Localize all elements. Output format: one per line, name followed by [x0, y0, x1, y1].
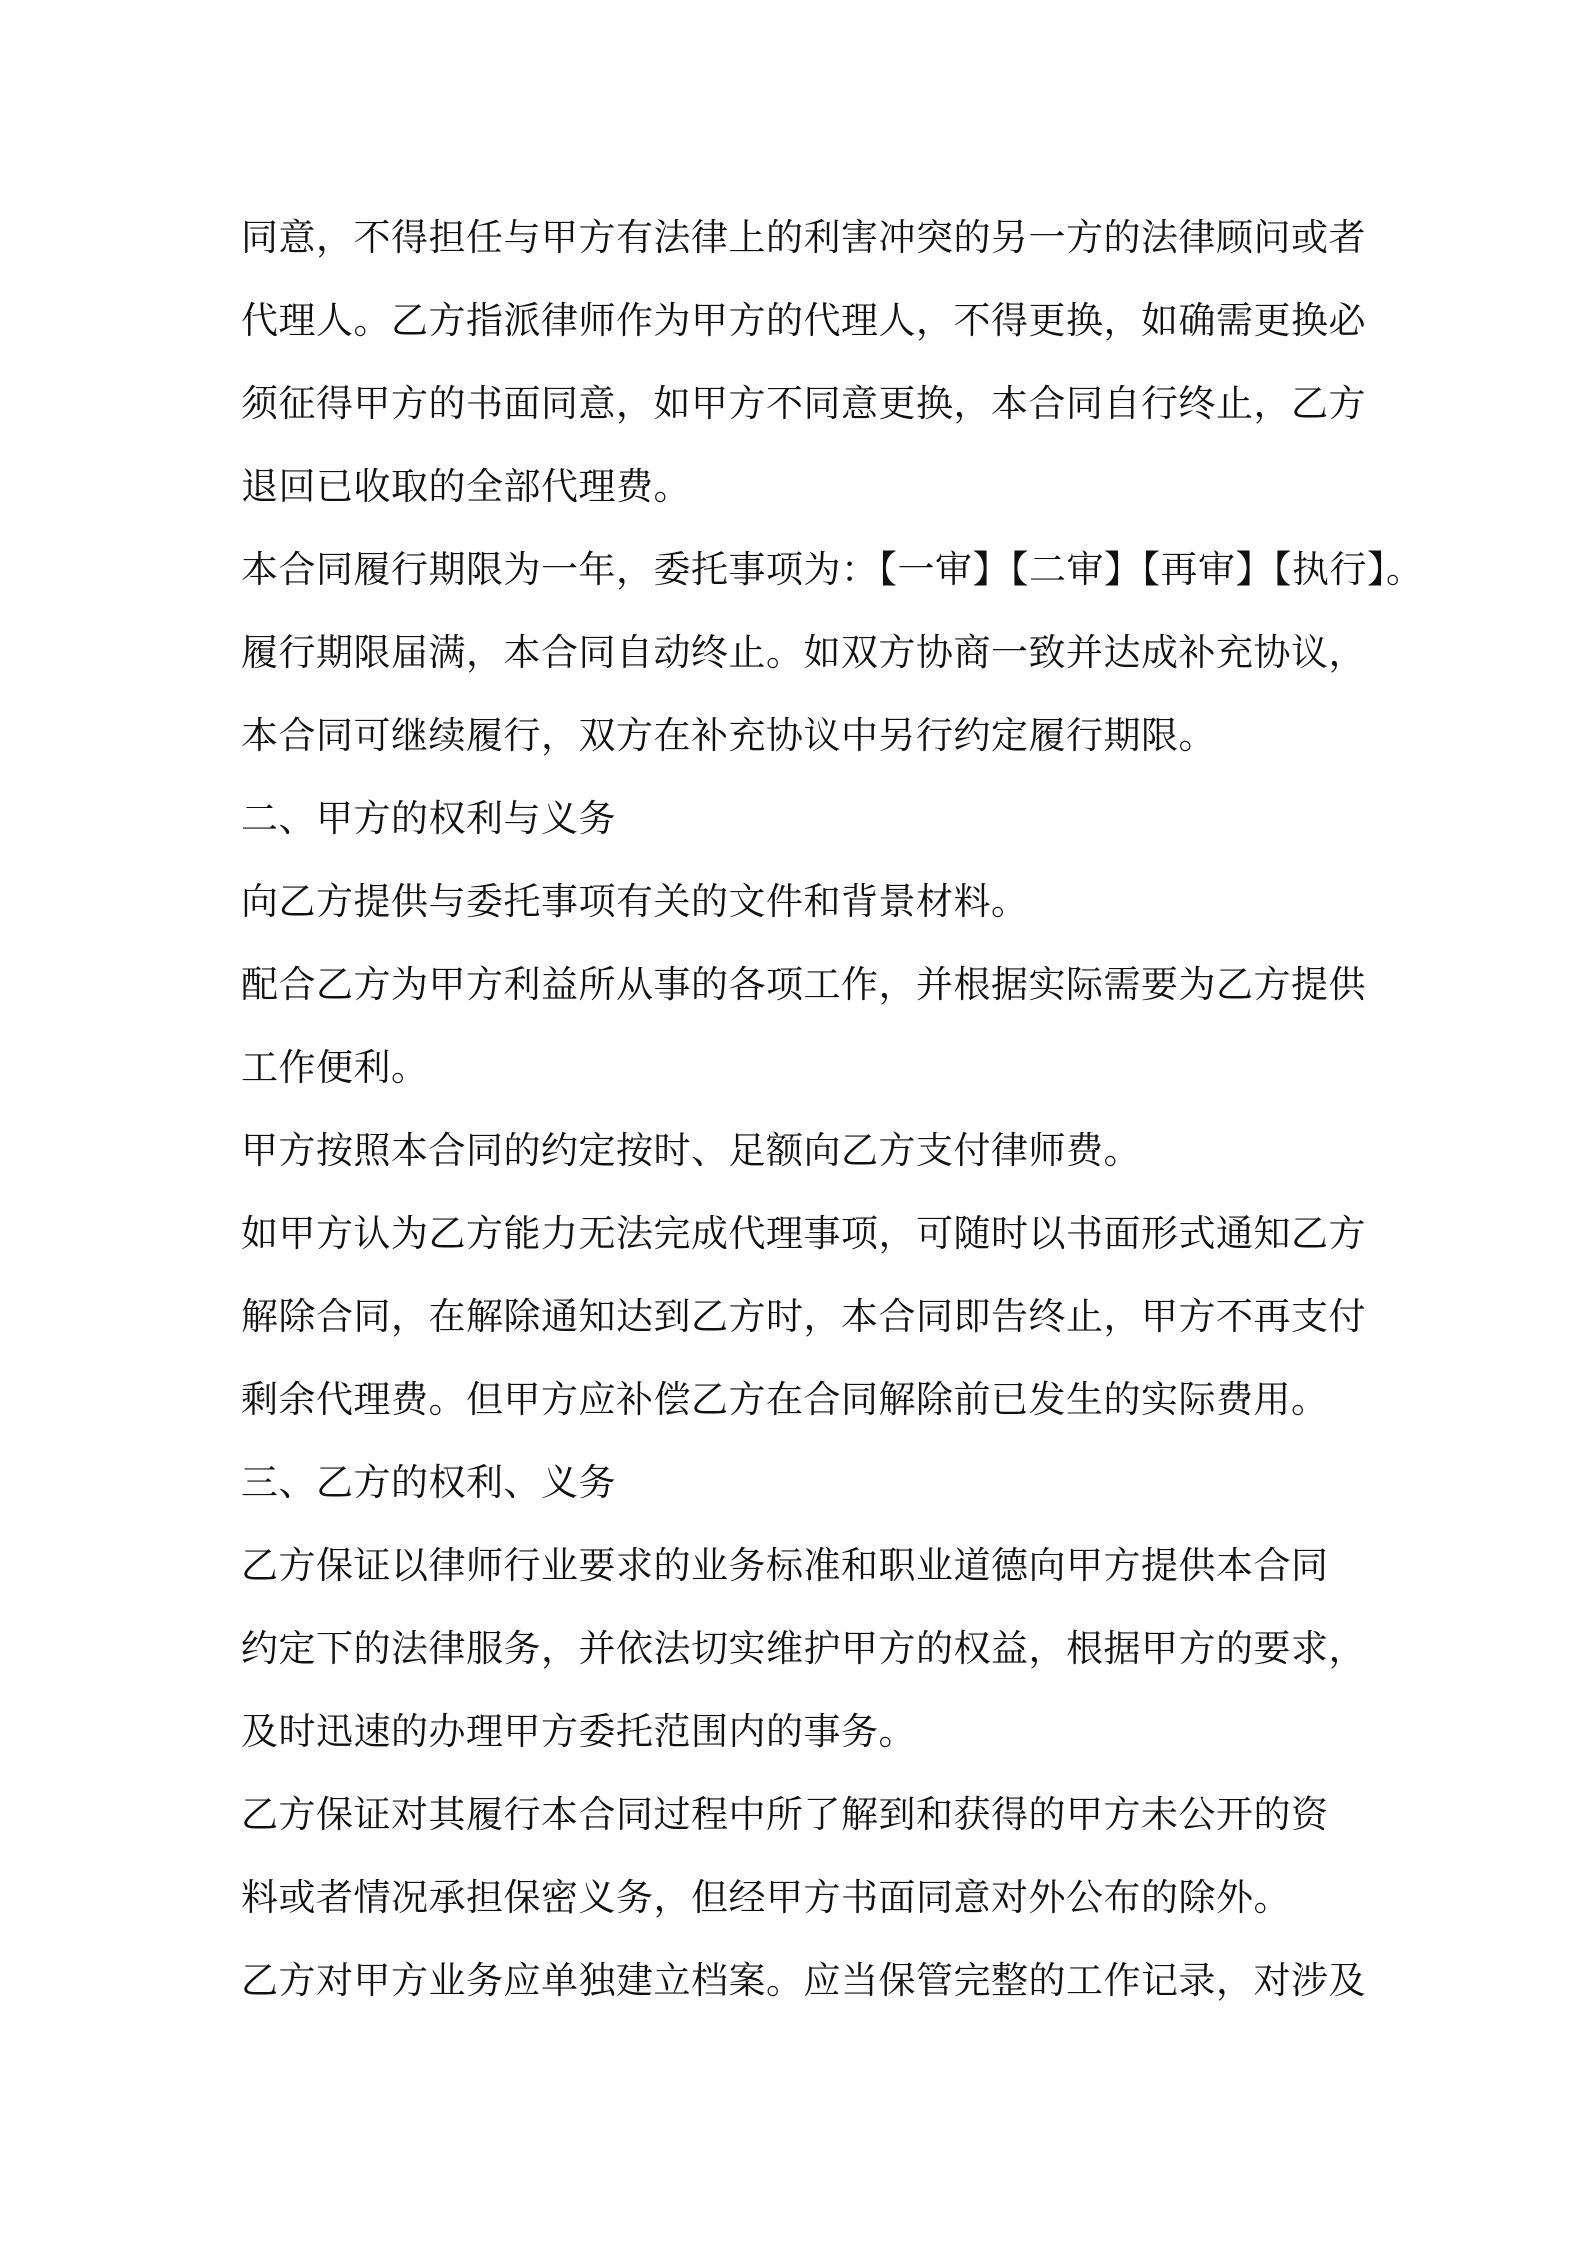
text-line: 本合同履行期限为一年，委托事项为：【一审】【二审】【再审】【执行】。 — [241, 548, 1424, 591]
text-line: 料或者情况承担保密义务，但经甲方书面同意对外公布的除外。 — [241, 1876, 1291, 1919]
text-line: 乙方对甲方业务应单独建立档案。应当保管完整的工作记录，对涉及 — [241, 1959, 1366, 2002]
text-line: 解除合同，在解除通知达到乙方时，本合同即告终止，甲方不再支付 — [241, 1295, 1366, 1338]
text-line: 乙方保证对其履行本合同过程中所了解到和获得的甲方未公开的资 — [241, 1793, 1329, 1836]
text-line: 履行期限届满，本合同自动终止。如双方协商一致并达成补充协议， — [241, 631, 1366, 674]
paragraph-provide-materials — [241, 860, 1361, 943]
paragraph-service-standard — [241, 1524, 1366, 1773]
text-line: 配合乙方为甲方利益所从事的各项工作，并根据实际需要为乙方提供 — [241, 963, 1366, 1006]
paragraph-records — [241, 1939, 1366, 2022]
section-heading: 三、乙方的权利、义务 — [241, 1461, 616, 1504]
paragraph-payment — [241, 1109, 1361, 1192]
section-heading-party-b — [241, 1441, 1361, 1524]
paragraph-confidentiality — [241, 1773, 1361, 1939]
section-heading-party-a — [241, 777, 1361, 860]
text-line: 乙方保证以律师行业要求的业务标准和职业道德向甲方提供本合同 — [241, 1544, 1329, 1587]
text-line: 甲方按照本合同的约定按时、足额向乙方支付律师费。 — [241, 1129, 1141, 1172]
text-line: 退回已收取的全部代理费。 — [241, 465, 691, 508]
paragraph-term — [241, 528, 1424, 777]
paragraph-termination — [241, 1192, 1366, 1441]
text-line: 本合同可继续履行，双方在补充协议中另行约定履行期限。 — [241, 714, 1216, 757]
text-line: 同意，不得担任与甲方有法律上的利害冲突的另一方的法律顾问或者 — [241, 216, 1366, 259]
text-line: 剩余代理费。但甲方应补偿乙方在合同解除前已发生的实际费用。 — [241, 1378, 1329, 1421]
paragraph-conflict-of-interest — [241, 196, 1366, 528]
text-line: 约定下的法律服务，并依法切实维护甲方的权益，根据甲方的要求， — [241, 1627, 1366, 1670]
text-line: 如甲方认为乙方能力无法完成代理事项，可随时以书面形式通知乙方 — [241, 1212, 1366, 1255]
paragraph-cooperate — [241, 943, 1366, 1109]
text-line: 须征得甲方的书面同意，如甲方不同意更换，本合同自行终止，乙方 — [241, 382, 1366, 425]
section-heading: 二、甲方的权利与义务 — [241, 797, 616, 840]
text-line: 工作便利。 — [241, 1046, 429, 1089]
document-body — [241, 196, 1424, 2022]
text-line: 向乙方提供与委托事项有关的文件和背景材料。 — [241, 880, 1029, 923]
text-line: 代理人。乙方指派律师作为甲方的代理人，不得更换，如确需更换必 — [241, 299, 1366, 342]
text-line: 及时迅速的办理甲方委托范围内的事务。 — [241, 1710, 916, 1753]
